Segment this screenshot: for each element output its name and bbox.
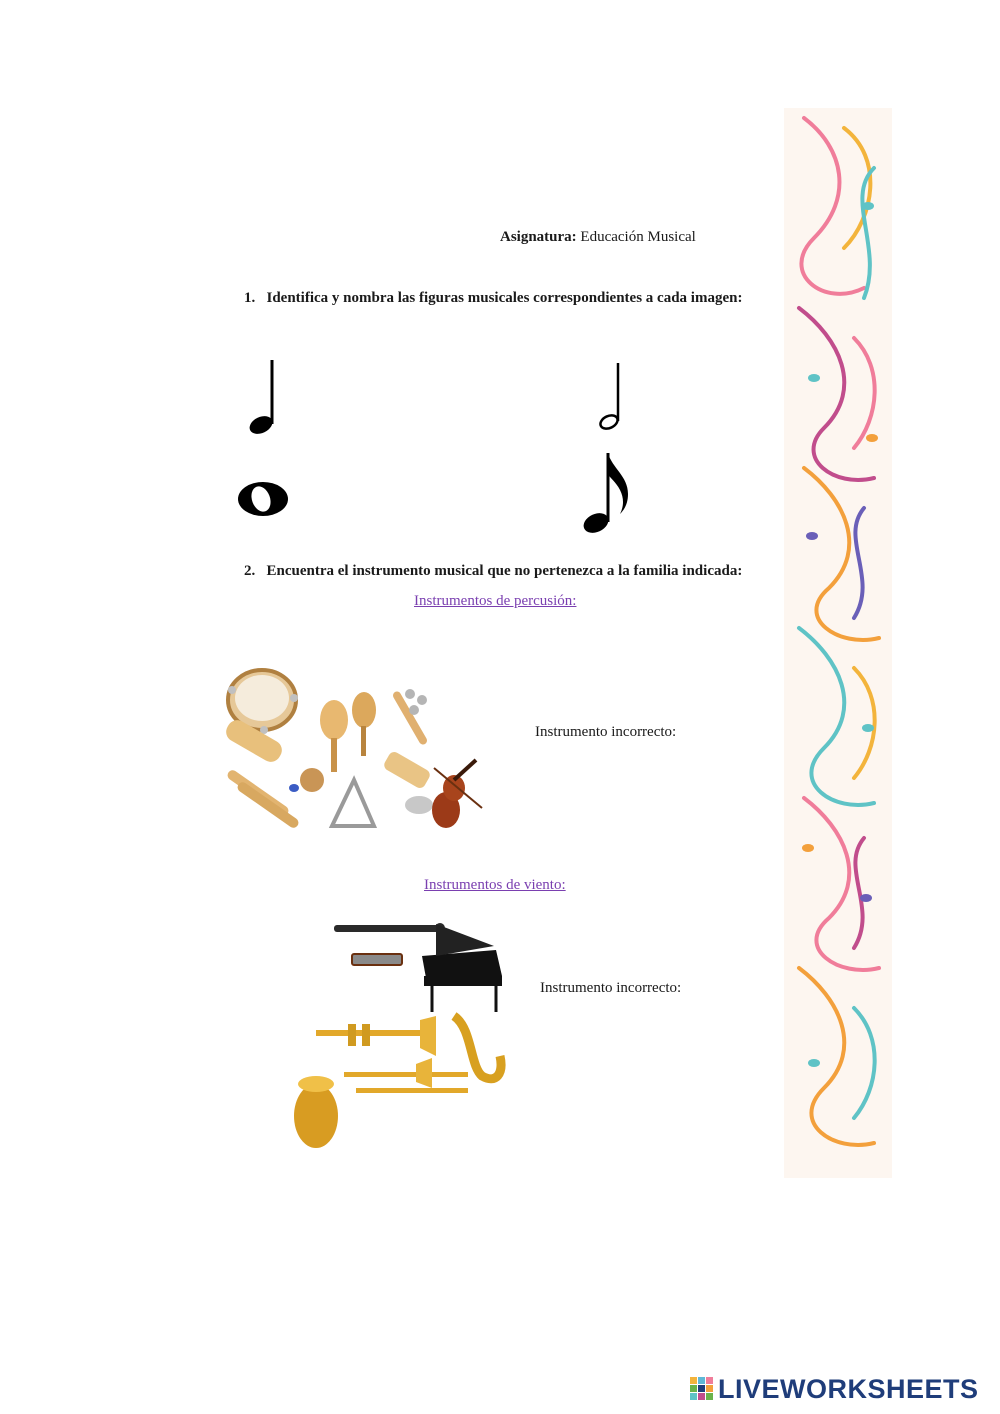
question-2-number: 2. [244, 563, 256, 579]
subject-line [500, 229, 696, 246]
question-1-number: 1. [244, 290, 256, 306]
eighth-note-icon [582, 450, 632, 536]
half-note-icon [596, 361, 628, 435]
question-2 [244, 563, 742, 580]
percussion-instruments-image [214, 660, 494, 850]
question-2-text: Encuentra el instrumento musical que no pertenezca a la familia indicada: [266, 563, 743, 579]
family-percussion-heading: Instrumentos de percusión: [414, 593, 577, 609]
quarter-note-icon [246, 358, 282, 438]
brand-name: LIVEWORKSHEETS [718, 1373, 979, 1404]
wind-answer-label: Instrumento incorrecto: [540, 980, 682, 996]
wind-instruments-image [286, 916, 516, 1162]
brand-logo [690, 1374, 979, 1404]
family-wind-heading: Instrumentos de viento: [424, 877, 566, 893]
percussion-answer-label: Instrumento incorrecto: [535, 724, 677, 740]
question-1 [244, 290, 742, 307]
whole-note-icon [236, 479, 290, 519]
subject-label: Asignatura: [500, 229, 577, 245]
brand-grid-icon [690, 1377, 714, 1401]
subject-value: Educación Musical [580, 229, 696, 245]
decorative-music-border [784, 108, 892, 1178]
question-1-text: Identifica y nombra las figuras musicales correspondientes a cada imagen: [266, 290, 743, 306]
